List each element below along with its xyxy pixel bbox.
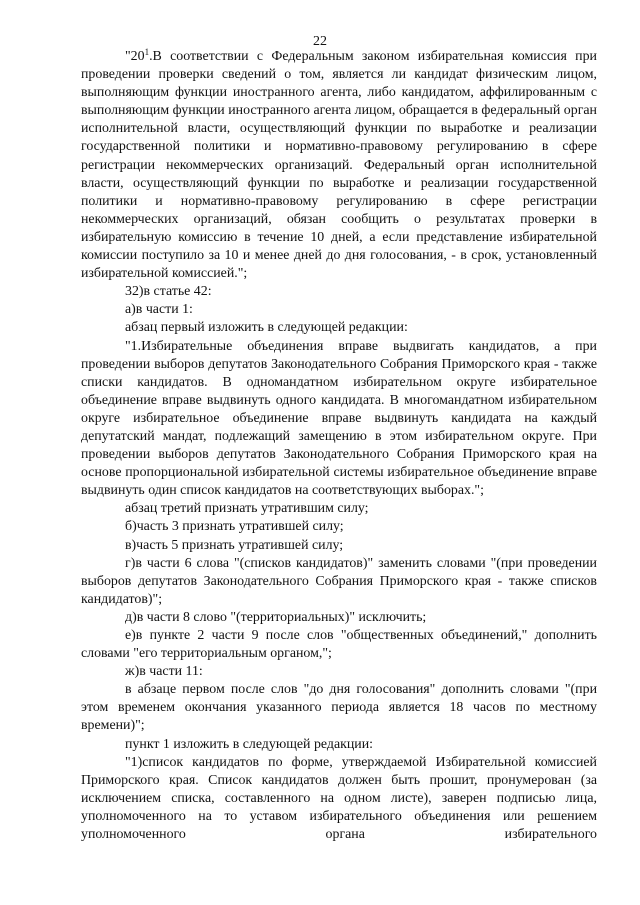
- superscript: 1: [144, 47, 150, 57]
- paragraph-subitem-e: е)в пункте 2 части 9 после слов "общественных объединений," дополнить словами "его территориальным органом,";: [81, 628, 597, 662]
- paragraph-item-32: 32)в статье 42:: [125, 284, 212, 300]
- paragraph-point-1-heading: пункт 1 изложить в следующей редакции:: [125, 736, 374, 752]
- paragraph-article-20-1: "$20^1.В$ соответствии с Федеральным законом избирательная комиссия при проведении проверки сведений о том, является ли кандидат физическим лицом, выполняющим функции иностранного агента, либо кандидатом, аффилированным с выполняющим функции иностранного агента лицом, обращается в федеральный орган исполнительной власти, осуществляющий функции по выработке и реализации государственной политики и нормативно-правовому регулированию в сфере регистрации некоммерческих организаций. Федеральный орган исполнительной власти, осуществляющий функции по выработке и реализации государственной политики и нормативно-правовому регулированию в сфере регистрации некоммерческих организаций, обязан сообщить о результатах проверки в избирательную комиссию в течение 10 дней, а если представление избирательной комиссии поступило за 10 и менее дней до дня голосования, - в срок, установленный избирательной комиссией.";: [81, 47, 597, 282]
- paragraph-subitem-a: а)в части 1:: [125, 302, 193, 318]
- paragraph-third-abzac: абзац третий признать утратившим силу;: [125, 501, 369, 517]
- paragraph-first-abzac: абзац первый изложить в следующей редакции:: [125, 320, 408, 336]
- paragraph-part-1-text: "1.Избирательные объединения вправе выдвигать кандидатов, а при проведении выборов депутатов Законодательного Собрания Приморского края - также списки кандидатов. В одномандатном избирательном округе избирательное объединение вправе выдвинуть одного кандидата. В многомандатном избирательном округе избирательное объединение вправе выдвинуть кандидата на каждый депутатский мандат, подлежащий замещению в этом избирательном округе. При проведении выборов депутатов Законодательного Собрания Приморского края на основе пропорциональной избирательной системы избирательное объединение вправе выдвинуть один список кандидатов на соответствующих выборах.";: [81, 338, 597, 499]
- page-number: 22: [313, 34, 327, 49]
- paragraph-subitem-d: д)в части 8 слово "(территориальных)" исключить;: [125, 609, 427, 625]
- document-body: [81, 48, 597, 844]
- paragraph-subitem-v: в)часть 5 признать утратившей силу;: [125, 537, 344, 553]
- paragraph-subitem-zh: ж)в части 11:: [125, 664, 203, 680]
- paragraph-subitem-b: б)часть 3 признать утратившей силу;: [125, 519, 344, 535]
- paragraph-point-1-text: "1)список кандидатов по форме, утверждаемой Избирательной комиссией Приморского края. Список кандидатов должен быть прошит, пронумерован (за исключением списка, составленного на одном листе), заверен подписью лица, уполномоченного на то уставом избирательного объединения или решением уполномоченного органа избирательного: [81, 754, 597, 843]
- paragraph-subitem-g: г)в части 6 слова "(списков кандидатов)" заменить словами "(при проведении выборов депутатов Законодательного Собрания Приморского края - также списков кандидатов)";: [81, 555, 597, 607]
- paragraph-first-abzac-addition: в абзаце первом после слов "до дня голосования" дополнить словами "(при этом временем окончания указанного периода является 18 часов по местному времени)";: [81, 682, 597, 734]
